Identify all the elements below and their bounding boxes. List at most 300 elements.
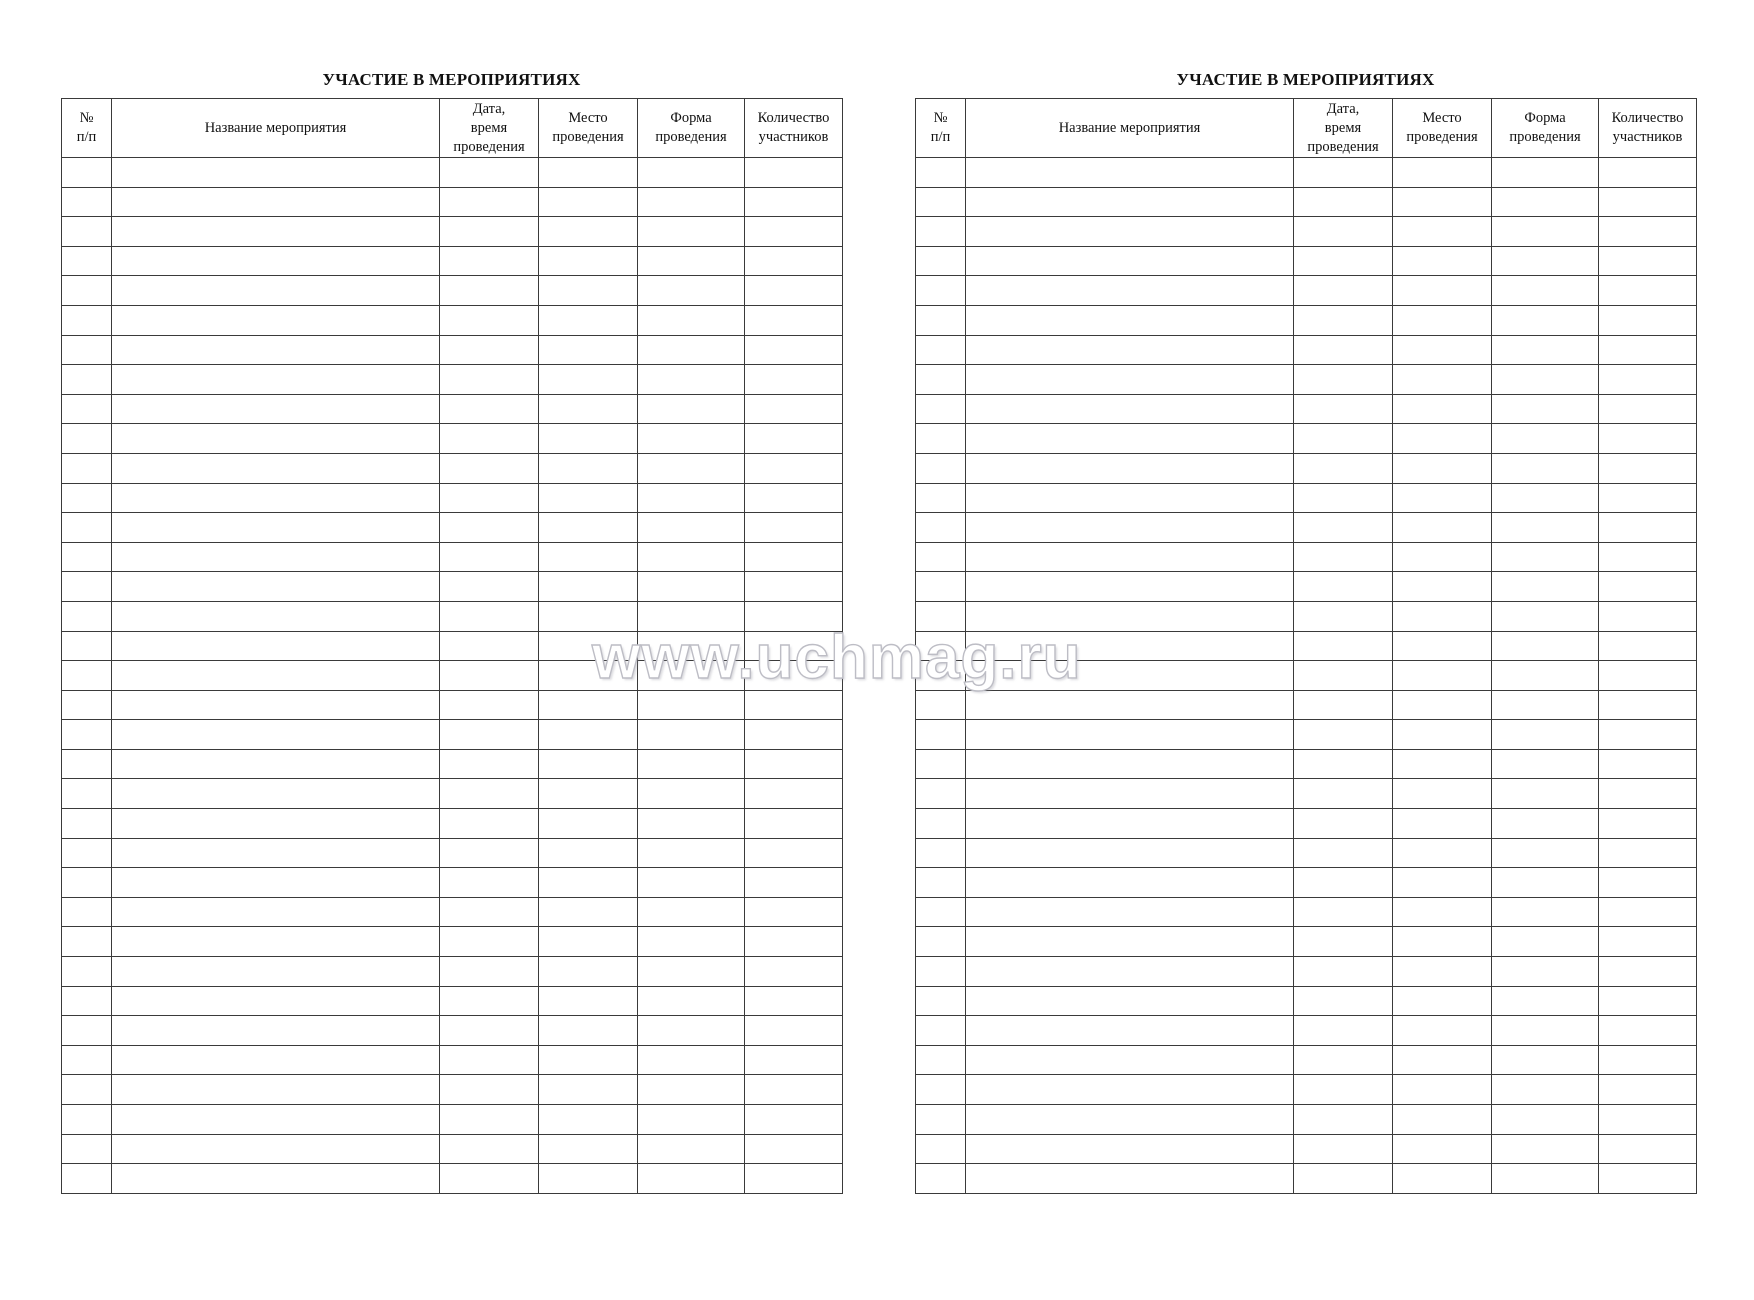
cell-form[interactable]	[1492, 394, 1599, 424]
cell-date-time[interactable]	[440, 217, 539, 247]
cell-date-time[interactable]	[1294, 957, 1393, 987]
cell-event-name[interactable]	[112, 187, 440, 217]
cell-number[interactable]	[916, 453, 966, 483]
cell-participant-count[interactable]	[745, 809, 843, 839]
cell-event-name[interactable]	[112, 838, 440, 868]
cell-participant-count[interactable]	[745, 572, 843, 602]
cell-participant-count[interactable]	[745, 1134, 843, 1164]
cell-participant-count[interactable]	[745, 158, 843, 188]
cell-event-name[interactable]	[112, 1134, 440, 1164]
cell-event-name[interactable]	[112, 158, 440, 188]
cell-place[interactable]	[539, 720, 638, 750]
cell-participant-count[interactable]	[1599, 957, 1697, 987]
cell-event-name[interactable]	[112, 276, 440, 306]
cell-form[interactable]	[638, 453, 745, 483]
cell-form[interactable]	[638, 394, 745, 424]
cell-event-name[interactable]	[966, 246, 1294, 276]
cell-date-time[interactable]	[1294, 868, 1393, 898]
cell-date-time[interactable]	[440, 158, 539, 188]
cell-form[interactable]	[638, 661, 745, 691]
cell-participant-count[interactable]	[1599, 305, 1697, 335]
cell-event-name[interactable]	[112, 335, 440, 365]
cell-number[interactable]	[62, 1105, 112, 1135]
cell-number[interactable]	[916, 986, 966, 1016]
cell-form[interactable]	[638, 1164, 745, 1194]
cell-place[interactable]	[1393, 868, 1492, 898]
cell-number[interactable]	[62, 572, 112, 602]
cell-form[interactable]	[1492, 335, 1599, 365]
cell-date-time[interactable]	[1294, 1134, 1393, 1164]
cell-number[interactable]	[62, 838, 112, 868]
cell-place[interactable]	[539, 158, 638, 188]
cell-event-name[interactable]	[966, 1016, 1294, 1046]
cell-date-time[interactable]	[440, 246, 539, 276]
cell-number[interactable]	[62, 305, 112, 335]
cell-event-name[interactable]	[966, 779, 1294, 809]
cell-date-time[interactable]	[440, 513, 539, 543]
cell-date-time[interactable]	[440, 720, 539, 750]
cell-number[interactable]	[916, 1134, 966, 1164]
cell-date-time[interactable]	[1294, 661, 1393, 691]
cell-event-name[interactable]	[966, 394, 1294, 424]
cell-number[interactable]	[62, 365, 112, 395]
cell-event-name[interactable]	[966, 187, 1294, 217]
cell-number[interactable]	[62, 335, 112, 365]
cell-number[interactable]	[916, 1045, 966, 1075]
cell-event-name[interactable]	[112, 809, 440, 839]
cell-participant-count[interactable]	[745, 1105, 843, 1135]
cell-participant-count[interactable]	[1599, 276, 1697, 306]
cell-participant-count[interactable]	[1599, 720, 1697, 750]
cell-date-time[interactable]	[1294, 453, 1393, 483]
cell-date-time[interactable]	[1294, 513, 1393, 543]
cell-date-time[interactable]	[1294, 986, 1393, 1016]
cell-event-name[interactable]	[112, 749, 440, 779]
cell-place[interactable]	[539, 897, 638, 927]
cell-event-name[interactable]	[966, 335, 1294, 365]
cell-form[interactable]	[1492, 276, 1599, 306]
cell-date-time[interactable]	[440, 394, 539, 424]
cell-event-name[interactable]	[966, 542, 1294, 572]
cell-participant-count[interactable]	[745, 1045, 843, 1075]
cell-event-name[interactable]	[966, 661, 1294, 691]
cell-form[interactable]	[638, 276, 745, 306]
cell-date-time[interactable]	[440, 365, 539, 395]
cell-form[interactable]	[638, 1045, 745, 1075]
cell-form[interactable]	[1492, 690, 1599, 720]
cell-place[interactable]	[1393, 542, 1492, 572]
cell-participant-count[interactable]	[745, 453, 843, 483]
cell-place[interactable]	[539, 809, 638, 839]
cell-date-time[interactable]	[1294, 838, 1393, 868]
cell-number[interactable]	[62, 1016, 112, 1046]
cell-number[interactable]	[62, 927, 112, 957]
cell-date-time[interactable]	[1294, 572, 1393, 602]
cell-place[interactable]	[1393, 187, 1492, 217]
cell-date-time[interactable]	[1294, 720, 1393, 750]
cell-number[interactable]	[916, 601, 966, 631]
cell-participant-count[interactable]	[745, 424, 843, 454]
cell-event-name[interactable]	[966, 631, 1294, 661]
cell-date-time[interactable]	[440, 809, 539, 839]
cell-event-name[interactable]	[966, 1134, 1294, 1164]
cell-participant-count[interactable]	[745, 1016, 843, 1046]
cell-event-name[interactable]	[966, 809, 1294, 839]
cell-event-name[interactable]	[966, 868, 1294, 898]
cell-event-name[interactable]	[966, 276, 1294, 306]
cell-form[interactable]	[638, 601, 745, 631]
cell-participant-count[interactable]	[1599, 513, 1697, 543]
cell-form[interactable]	[1492, 868, 1599, 898]
cell-number[interactable]	[916, 276, 966, 306]
cell-form[interactable]	[638, 986, 745, 1016]
cell-place[interactable]	[1393, 335, 1492, 365]
cell-date-time[interactable]	[1294, 1105, 1393, 1135]
cell-number[interactable]	[916, 542, 966, 572]
cell-place[interactable]	[539, 187, 638, 217]
cell-number[interactable]	[916, 513, 966, 543]
cell-date-time[interactable]	[440, 1105, 539, 1135]
cell-form[interactable]	[1492, 305, 1599, 335]
cell-place[interactable]	[539, 779, 638, 809]
cell-event-name[interactable]	[112, 542, 440, 572]
cell-form[interactable]	[638, 957, 745, 987]
cell-number[interactable]	[62, 601, 112, 631]
cell-participant-count[interactable]	[745, 483, 843, 513]
cell-number[interactable]	[916, 394, 966, 424]
cell-number[interactable]	[62, 1075, 112, 1105]
cell-event-name[interactable]	[966, 690, 1294, 720]
cell-event-name[interactable]	[112, 1105, 440, 1135]
cell-participant-count[interactable]	[1599, 1016, 1697, 1046]
cell-place[interactable]	[539, 1045, 638, 1075]
cell-participant-count[interactable]	[745, 897, 843, 927]
cell-place[interactable]	[1393, 690, 1492, 720]
cell-place[interactable]	[539, 838, 638, 868]
cell-participant-count[interactable]	[745, 217, 843, 247]
cell-date-time[interactable]	[440, 483, 539, 513]
cell-number[interactable]	[62, 483, 112, 513]
cell-participant-count[interactable]	[745, 690, 843, 720]
cell-number[interactable]	[62, 720, 112, 750]
cell-number[interactable]	[62, 690, 112, 720]
cell-event-name[interactable]	[112, 927, 440, 957]
cell-form[interactable]	[1492, 1164, 1599, 1194]
cell-participant-count[interactable]	[1599, 1134, 1697, 1164]
cell-event-name[interactable]	[112, 986, 440, 1016]
cell-event-name[interactable]	[112, 868, 440, 898]
cell-place[interactable]	[1393, 986, 1492, 1016]
cell-place[interactable]	[1393, 1075, 1492, 1105]
cell-place[interactable]	[1393, 601, 1492, 631]
cell-participant-count[interactable]	[1599, 749, 1697, 779]
cell-place[interactable]	[539, 335, 638, 365]
cell-participant-count[interactable]	[1599, 483, 1697, 513]
cell-form[interactable]	[1492, 749, 1599, 779]
cell-participant-count[interactable]	[1599, 365, 1697, 395]
cell-participant-count[interactable]	[745, 868, 843, 898]
cell-place[interactable]	[1393, 394, 1492, 424]
cell-number[interactable]	[62, 897, 112, 927]
cell-date-time[interactable]	[440, 690, 539, 720]
cell-event-name[interactable]	[112, 1045, 440, 1075]
cell-number[interactable]	[916, 1075, 966, 1105]
cell-form[interactable]	[1492, 217, 1599, 247]
cell-form[interactable]	[1492, 601, 1599, 631]
cell-participant-count[interactable]	[1599, 779, 1697, 809]
cell-participant-count[interactable]	[745, 1075, 843, 1105]
cell-form[interactable]	[638, 897, 745, 927]
cell-event-name[interactable]	[966, 957, 1294, 987]
cell-place[interactable]	[539, 1075, 638, 1105]
cell-form[interactable]	[1492, 927, 1599, 957]
cell-number[interactable]	[916, 749, 966, 779]
cell-form[interactable]	[638, 158, 745, 188]
cell-place[interactable]	[1393, 720, 1492, 750]
cell-place[interactable]	[539, 1134, 638, 1164]
cell-place[interactable]	[539, 246, 638, 276]
cell-form[interactable]	[638, 1016, 745, 1046]
cell-participant-count[interactable]	[1599, 986, 1697, 1016]
cell-event-name[interactable]	[966, 424, 1294, 454]
cell-number[interactable]	[916, 868, 966, 898]
cell-number[interactable]	[916, 305, 966, 335]
cell-date-time[interactable]	[1294, 483, 1393, 513]
cell-event-name[interactable]	[112, 217, 440, 247]
cell-form[interactable]	[638, 483, 745, 513]
cell-form[interactable]	[1492, 661, 1599, 691]
cell-event-name[interactable]	[112, 394, 440, 424]
cell-form[interactable]	[1492, 246, 1599, 276]
cell-number[interactable]	[916, 779, 966, 809]
cell-number[interactable]	[916, 217, 966, 247]
cell-number[interactable]	[916, 1164, 966, 1194]
cell-participant-count[interactable]	[745, 601, 843, 631]
cell-participant-count[interactable]	[1599, 1105, 1697, 1135]
cell-date-time[interactable]	[440, 1045, 539, 1075]
cell-place[interactable]	[1393, 246, 1492, 276]
cell-number[interactable]	[916, 897, 966, 927]
cell-number[interactable]	[916, 187, 966, 217]
cell-form[interactable]	[638, 749, 745, 779]
cell-date-time[interactable]	[440, 957, 539, 987]
cell-place[interactable]	[539, 631, 638, 661]
cell-number[interactable]	[62, 246, 112, 276]
cell-form[interactable]	[638, 927, 745, 957]
cell-date-time[interactable]	[440, 453, 539, 483]
cell-number[interactable]	[62, 276, 112, 306]
cell-participant-count[interactable]	[1599, 158, 1697, 188]
cell-date-time[interactable]	[1294, 276, 1393, 306]
cell-participant-count[interactable]	[1599, 217, 1697, 247]
cell-number[interactable]	[916, 572, 966, 602]
cell-place[interactable]	[539, 868, 638, 898]
cell-participant-count[interactable]	[1599, 424, 1697, 454]
cell-place[interactable]	[1393, 158, 1492, 188]
cell-number[interactable]	[916, 1105, 966, 1135]
cell-form[interactable]	[638, 809, 745, 839]
cell-place[interactable]	[1393, 957, 1492, 987]
cell-date-time[interactable]	[440, 986, 539, 1016]
cell-participant-count[interactable]	[745, 335, 843, 365]
cell-form[interactable]	[638, 187, 745, 217]
cell-number[interactable]	[62, 453, 112, 483]
cell-form[interactable]	[1492, 631, 1599, 661]
cell-place[interactable]	[539, 601, 638, 631]
cell-place[interactable]	[1393, 838, 1492, 868]
cell-place[interactable]	[1393, 749, 1492, 779]
cell-form[interactable]	[638, 690, 745, 720]
cell-participant-count[interactable]	[1599, 927, 1697, 957]
cell-number[interactable]	[62, 779, 112, 809]
cell-event-name[interactable]	[112, 957, 440, 987]
cell-form[interactable]	[1492, 720, 1599, 750]
cell-form[interactable]	[1492, 1075, 1599, 1105]
cell-participant-count[interactable]	[745, 187, 843, 217]
cell-date-time[interactable]	[440, 542, 539, 572]
cell-form[interactable]	[1492, 453, 1599, 483]
cell-form[interactable]	[1492, 187, 1599, 217]
cell-event-name[interactable]	[966, 1164, 1294, 1194]
cell-form[interactable]	[638, 1134, 745, 1164]
cell-place[interactable]	[539, 749, 638, 779]
cell-number[interactable]	[62, 424, 112, 454]
cell-date-time[interactable]	[1294, 897, 1393, 927]
cell-form[interactable]	[1492, 424, 1599, 454]
cell-form[interactable]	[1492, 1016, 1599, 1046]
cell-event-name[interactable]	[112, 631, 440, 661]
cell-participant-count[interactable]	[1599, 838, 1697, 868]
cell-participant-count[interactable]	[745, 838, 843, 868]
cell-place[interactable]	[1393, 365, 1492, 395]
cell-number[interactable]	[62, 631, 112, 661]
cell-participant-count[interactable]	[1599, 897, 1697, 927]
cell-form[interactable]	[638, 631, 745, 661]
cell-event-name[interactable]	[112, 897, 440, 927]
cell-place[interactable]	[1393, 897, 1492, 927]
cell-place[interactable]	[1393, 217, 1492, 247]
cell-participant-count[interactable]	[1599, 631, 1697, 661]
cell-event-name[interactable]	[966, 365, 1294, 395]
cell-number[interactable]	[916, 246, 966, 276]
cell-place[interactable]	[1393, 483, 1492, 513]
cell-place[interactable]	[1393, 779, 1492, 809]
cell-date-time[interactable]	[440, 1134, 539, 1164]
cell-participant-count[interactable]	[1599, 601, 1697, 631]
cell-form[interactable]	[638, 424, 745, 454]
cell-place[interactable]	[539, 453, 638, 483]
cell-number[interactable]	[62, 542, 112, 572]
cell-event-name[interactable]	[112, 1016, 440, 1046]
cell-form[interactable]	[638, 868, 745, 898]
cell-event-name[interactable]	[966, 986, 1294, 1016]
cell-participant-count[interactable]	[745, 631, 843, 661]
cell-form[interactable]	[1492, 809, 1599, 839]
cell-date-time[interactable]	[440, 749, 539, 779]
cell-event-name[interactable]	[112, 661, 440, 691]
cell-date-time[interactable]	[440, 601, 539, 631]
cell-event-name[interactable]	[112, 483, 440, 513]
cell-form[interactable]	[638, 1075, 745, 1105]
cell-participant-count[interactable]	[1599, 690, 1697, 720]
cell-number[interactable]	[62, 217, 112, 247]
cell-form[interactable]	[638, 305, 745, 335]
cell-event-name[interactable]	[112, 424, 440, 454]
cell-date-time[interactable]	[440, 335, 539, 365]
cell-event-name[interactable]	[112, 601, 440, 631]
cell-place[interactable]	[539, 690, 638, 720]
cell-number[interactable]	[916, 809, 966, 839]
cell-place[interactable]	[539, 1016, 638, 1046]
cell-place[interactable]	[539, 927, 638, 957]
cell-place[interactable]	[1393, 1016, 1492, 1046]
cell-event-name[interactable]	[112, 572, 440, 602]
cell-place[interactable]	[539, 661, 638, 691]
cell-participant-count[interactable]	[1599, 187, 1697, 217]
cell-form[interactable]	[638, 720, 745, 750]
cell-participant-count[interactable]	[1599, 335, 1697, 365]
cell-form[interactable]	[1492, 957, 1599, 987]
cell-place[interactable]	[1393, 809, 1492, 839]
cell-event-name[interactable]	[112, 1075, 440, 1105]
cell-form[interactable]	[1492, 779, 1599, 809]
cell-event-name[interactable]	[966, 305, 1294, 335]
cell-participant-count[interactable]	[745, 276, 843, 306]
cell-date-time[interactable]	[1294, 779, 1393, 809]
cell-date-time[interactable]	[440, 1164, 539, 1194]
cell-number[interactable]	[62, 1164, 112, 1194]
cell-participant-count[interactable]	[745, 927, 843, 957]
cell-form[interactable]	[1492, 542, 1599, 572]
cell-place[interactable]	[539, 217, 638, 247]
cell-date-time[interactable]	[440, 1075, 539, 1105]
cell-place[interactable]	[539, 957, 638, 987]
cell-participant-count[interactable]	[1599, 868, 1697, 898]
cell-event-name[interactable]	[112, 453, 440, 483]
cell-place[interactable]	[539, 424, 638, 454]
cell-date-time[interactable]	[1294, 1164, 1393, 1194]
cell-event-name[interactable]	[966, 838, 1294, 868]
cell-event-name[interactable]	[966, 1105, 1294, 1135]
cell-place[interactable]	[1393, 1105, 1492, 1135]
cell-form[interactable]	[1492, 1105, 1599, 1135]
cell-participant-count[interactable]	[745, 986, 843, 1016]
cell-form[interactable]	[638, 838, 745, 868]
cell-place[interactable]	[1393, 661, 1492, 691]
cell-number[interactable]	[62, 986, 112, 1016]
cell-number[interactable]	[62, 1134, 112, 1164]
cell-place[interactable]	[539, 1105, 638, 1135]
cell-event-name[interactable]	[112, 365, 440, 395]
cell-place[interactable]	[1393, 453, 1492, 483]
cell-place[interactable]	[539, 394, 638, 424]
cell-place[interactable]	[1393, 572, 1492, 602]
cell-number[interactable]	[916, 661, 966, 691]
cell-date-time[interactable]	[1294, 424, 1393, 454]
cell-participant-count[interactable]	[745, 1164, 843, 1194]
cell-date-time[interactable]	[440, 897, 539, 927]
cell-form[interactable]	[638, 217, 745, 247]
cell-event-name[interactable]	[966, 158, 1294, 188]
cell-form[interactable]	[1492, 483, 1599, 513]
cell-number[interactable]	[62, 749, 112, 779]
cell-number[interactable]	[916, 957, 966, 987]
cell-place[interactable]	[1393, 1045, 1492, 1075]
cell-event-name[interactable]	[966, 897, 1294, 927]
cell-event-name[interactable]	[966, 1075, 1294, 1105]
cell-number[interactable]	[916, 720, 966, 750]
cell-participant-count[interactable]	[745, 394, 843, 424]
